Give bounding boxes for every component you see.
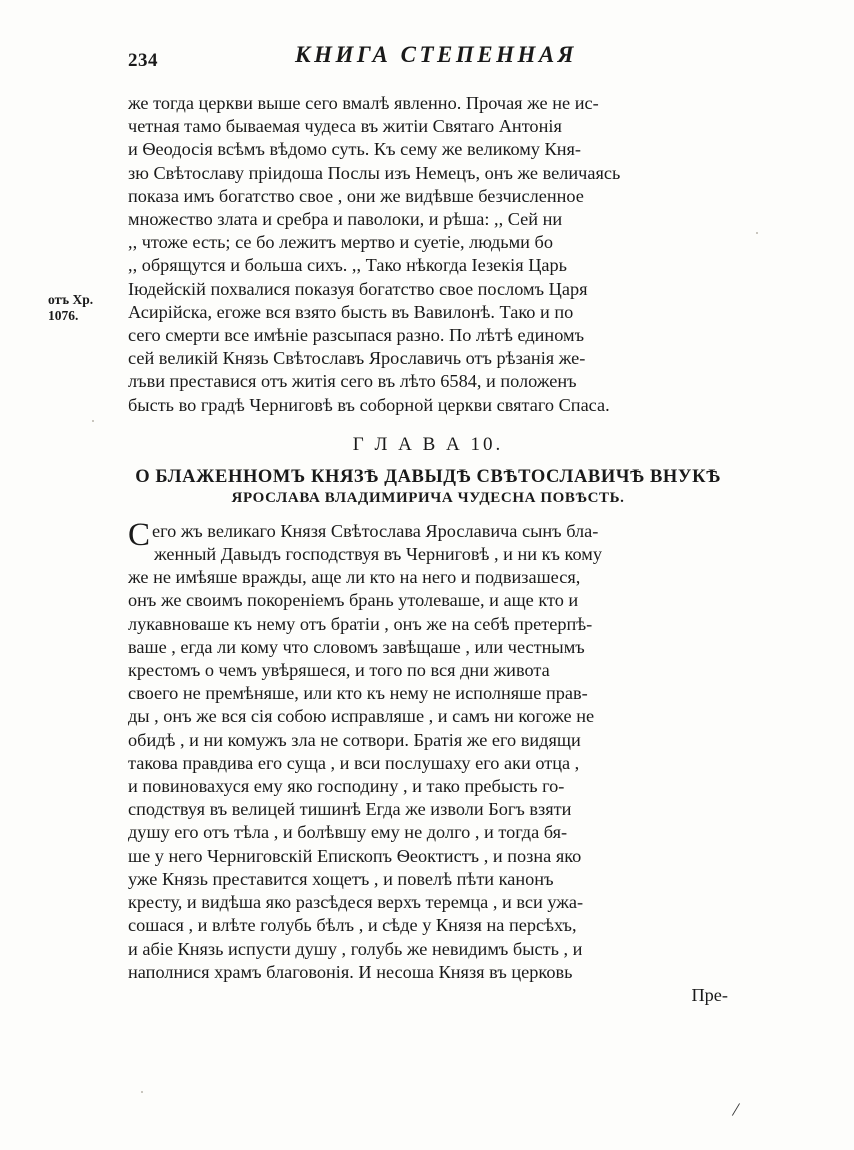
text-line: женный Давыдъ господствуя въ Черниговѣ , и ни къ кому (154, 544, 602, 565)
text-line: ,, обрящутся и больша сихъ. ,, Тако нѣкогда Іезекія Царь (128, 255, 568, 276)
text-line: сошася , и влѣте голубь бѣлъ , и сѣде у Князя на персѣхъ, (128, 915, 577, 936)
marginal-note-line1: отъ Хр. (48, 292, 94, 307)
paper-speck (756, 232, 758, 234)
text-line: же тогда церкви выше сего вмалѣ явленно. Прочая же не ис- (128, 93, 599, 113)
text-line: и абіе Князь испусти душу , голубь же невидимъ бысть , и (128, 938, 583, 959)
text-line: сей великій Князь Свѣтославъ Ярославичь отъ рѣзанія же- (128, 348, 586, 369)
text-line: крестомъ о чемъ увѣряшеся, и того по вся дни живота (128, 660, 550, 681)
text-line: онъ же своимъ покореніемъ брань утолеваше, и аще кто и (128, 590, 579, 611)
text-line: же не имѣяше вражды, аще ли кто на него и подвизашеся, (128, 567, 581, 588)
text-line: наполнися храмъ благовонія. И несоша Князя въ церковь (128, 961, 573, 982)
chapter-label: Г Л А В А 10. (352, 433, 504, 455)
text-line: лъви преставися отъ житія сего въ лѣто 6584, и положенъ (128, 371, 577, 392)
text-line: своего не премѣняше, или кто къ нему не исполняше прав- (128, 683, 588, 704)
drop-cap: С (128, 516, 151, 553)
text-line: бысть во градѣ Черниговѣ въ соборной церкви святаго Спаса. (128, 394, 610, 415)
page-header (128, 42, 744, 76)
running-title: КНИГА СТЕПЕННАЯ (294, 42, 578, 67)
text-line: такова правдива его суща , и вси послушаху его аки отца , (128, 752, 580, 773)
text-line: четная тамо бываемая чудеса въ житіи Святаго Антонія (128, 116, 562, 137)
text-line: ваше , егда ли кому что словомъ завѣщаше , или честнымъ (128, 636, 585, 657)
text-column (128, 92, 728, 1006)
text-line: множество злата и сребра и паволоки, и рѣша: ,, Сей ни (128, 209, 563, 230)
text-line: Іюдейскій похвалися показуя богатство свое посломъ Царя (128, 278, 588, 299)
text-line: сего смерти все имѣніе разсыпася разно. По лѣтѣ единомъ (128, 325, 585, 346)
text-line: ше у него Черниговскій Епископъ Ѳеоктистъ , и позна яко (128, 845, 582, 866)
text-line-with-dropcap (128, 516, 728, 553)
text-line: ,, чтоже есть; се бо лежитъ мертво и суетіе, людьми бо (128, 232, 553, 253)
text-line: показа имъ богатство свое , они же видѣвше безчисленное (128, 185, 584, 206)
paper-speck (92, 420, 94, 422)
text-line: и Ѳеодосія всѣмъ вѣдомо суть. Къ сему же великому Кня- (128, 139, 581, 160)
chapter-title: О БЛАЖЕННОМЪ КНЯЗѢ ДАВЫДѢ СВѢТОСЛАВИЧѢ ВНУКѢ (135, 466, 721, 487)
catchword: Пре- (691, 984, 728, 1005)
text-line: уже Князь преставится хощетъ , и повелѣ пѣти канонъ (128, 868, 554, 889)
text-line: душу его отъ тѣла , и болѣвшу ему не долго , и тогда бя- (128, 822, 568, 843)
text-line: сподствуя въ велицей тишинѣ Егда же изволи Богъ взяти (128, 799, 572, 820)
marginal-note-line2: 1076. (48, 308, 79, 323)
text-line: лукавноваше къ нему отъ братіи , онъ же на себѣ претерпѣ- (128, 613, 593, 634)
paper-speck (141, 1091, 143, 1093)
text-line: ды , онъ же вся сія собою исправляше , и самъ ни когоже не (128, 706, 595, 727)
paragraph-2 (128, 516, 728, 984)
chapter-subtitle: ЯРОСЛАВА ВЛАДИМИРИЧА ЧУДЕСНА ПОВѢСТЬ. (231, 489, 625, 506)
text-line: и повиновахуся ему яко господину , и тако пребысть го- (128, 776, 565, 797)
page-number: 234 (128, 50, 158, 71)
marginal-note (48, 292, 128, 324)
text-line: обидѣ , и ни комужъ зла не сотвори. Братія же его видящи (128, 729, 581, 750)
text-line: его жъ великаго Князя Свѣтослава Ярославича сынъ бла- (152, 520, 599, 541)
ink-mark: / (731, 1098, 742, 1122)
paragraph-1 (128, 92, 728, 417)
text-line: Асирійска, егоже вся взято бысть въ Вавилонѣ. Тако и по (128, 301, 574, 322)
text-line: кресту, и видѣша яко разсѣдеся верхъ теремца , и вси ужа- (128, 892, 584, 913)
text-line: зю Свѣтославу пріидоша Послы изъ Немецъ, онъ же величаясь (128, 162, 621, 183)
